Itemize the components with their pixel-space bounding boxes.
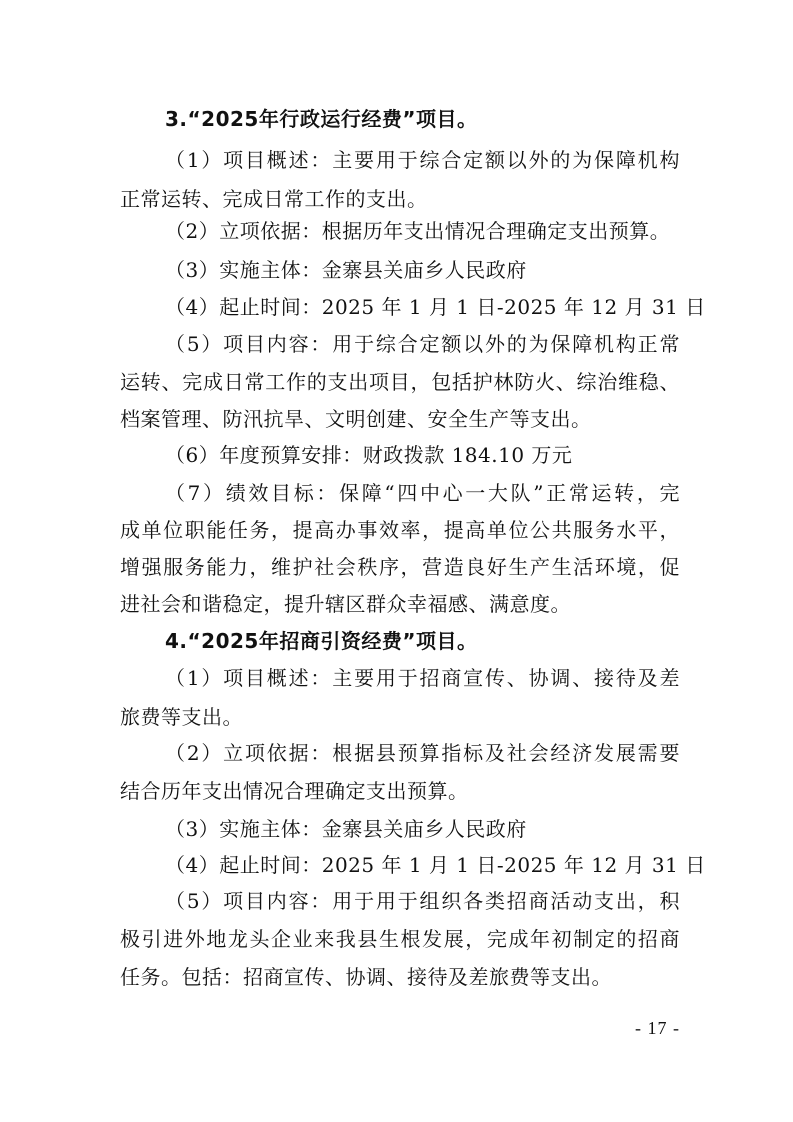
section-heading-3: 3.“2025年行政运行经费”项目。 — [165, 107, 478, 131]
paragraph-line: （6）年度预算安排：财政拨款 184.10 万元 — [165, 443, 573, 467]
paragraph-line: （5）项目内容：用于用于组织各类招商活动支出，积 — [165, 889, 680, 913]
paragraph-line: （1）项目概述：主要用于综合定额以外的为保障机构 — [165, 148, 680, 172]
paragraph-line: 成单位职能任务，提高办事效率，提高单位公共服务水平， — [120, 518, 680, 542]
paragraph-line: （3）实施主体：金寨县关庙乡人民政府 — [165, 258, 527, 282]
paragraph-line: 增强服务能力，维护社会秩序，营造良好生产生活环境，促 — [120, 555, 680, 579]
paragraph-line: 任务。包括：招商宣传、协调、接待及差旅费等支出。 — [120, 965, 612, 989]
paragraph-line: 旅费等支出。 — [120, 705, 243, 729]
section-heading-4: 4.“2025年招商引资经费”项目。 — [165, 629, 478, 653]
paragraph-line: （4）起止时间：2025 年 1 月 1 日-2025 年 12 月 31 日 — [165, 295, 706, 319]
paragraph-line: （3）实施主体：金寨县关庙乡人民政府 — [165, 817, 527, 841]
paragraph-line: （5）项目内容：用于综合定额以外的为保障机构正常 — [165, 332, 680, 356]
paragraph-line: （1）项目概述：主要用于招商宣传、协调、接待及差 — [165, 666, 680, 690]
paragraph-line: （2）立项依据：根据县预算指标及社会经济发展需要 — [165, 741, 680, 765]
paragraph-line: 进社会和谐稳定，提升辖区群众幸福感、满意度。 — [120, 592, 571, 616]
paragraph-line: （2）立项依据：根据历年支出情况合理确定支出预算。 — [165, 219, 671, 243]
paragraph-line: 正常运转、完成日常工作的支出。 — [120, 187, 428, 211]
paragraph-line: （4）起止时间：2025 年 1 月 1 日-2025 年 12 月 31 日 — [165, 853, 706, 877]
paragraph-line: （7）绩效目标：保障“四中心一大队”正常运转，完 — [165, 481, 680, 505]
paragraph-line: 结合历年支出情况合理确定支出预算。 — [120, 779, 469, 803]
paragraph-line: 极引进外地龙头企业来我县生根发展，完成年初制定的招商 — [120, 927, 680, 951]
paragraph-line: 运转、完成日常工作的支出项目，包括护林防火、综治维稳、 — [120, 370, 680, 394]
page-number: - 17 - — [635, 1018, 680, 1038]
paragraph-line: 档案管理、防汛抗旱、文明创建、安全生产等支出。 — [120, 407, 592, 431]
